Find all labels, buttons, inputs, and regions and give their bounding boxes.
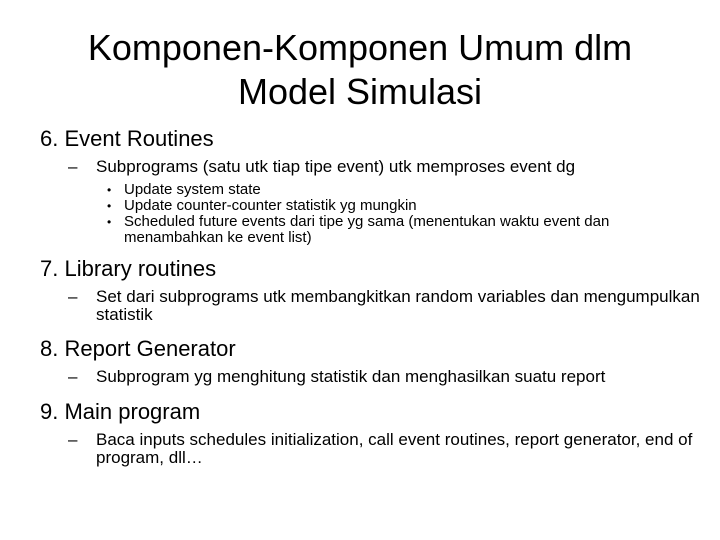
bullet-marker: • [107, 199, 112, 213]
dash-marker: – [68, 430, 78, 449]
slide-title [0, 26, 720, 114]
sub-item [40, 368, 700, 386]
slide-body [40, 126, 700, 467]
sub-item [40, 158, 700, 176]
bullet-item [40, 214, 700, 246]
section-report-generator [40, 336, 700, 386]
section-event-routines [40, 126, 700, 246]
bullet-item [40, 182, 700, 198]
section-heading: 9. Main program [40, 399, 201, 424]
sub-item [40, 431, 700, 467]
bullet-text: Scheduled future events dari tipe yg sama (menentukan waktu event dan menambahkan ke event list) [124, 213, 610, 246]
section-main-program [40, 399, 700, 467]
sub-item-text: Subprogram yg menghitung statistik dan menghasilkan suatu report [96, 367, 606, 386]
bullet-list [40, 182, 700, 246]
bullet-marker: • [107, 183, 112, 197]
sub-item-text: Set dari subprograms utk membangkitkan random variables dan mengumpulkan statistik [96, 287, 700, 324]
dash-marker: – [68, 287, 78, 306]
bullet-text: Update counter-counter statistik yg mungkin [124, 197, 417, 214]
section-heading: 8. Report Generator [40, 336, 236, 361]
bullet-marker: • [107, 215, 112, 229]
sub-item-text: Baca inputs schedules initialization, call event routines, report generator, end of program, dll… [96, 430, 693, 467]
section-heading: 7. Library routines [40, 256, 217, 281]
section-library-routines [40, 256, 700, 324]
sub-item-text: Subprograms (satu utk tiap tipe event) utk memproses event dg [96, 157, 576, 176]
title-line-2: Model Simulasi [237, 71, 483, 112]
bullet-text: Update system state [124, 181, 261, 198]
dash-marker: – [68, 367, 78, 386]
bullet-item [40, 198, 700, 214]
title-line-1: Komponen-Komponen Umum dlm [87, 27, 633, 68]
sub-item [40, 288, 700, 324]
section-heading: 6. Event Routines [40, 126, 214, 151]
dash-marker: – [68, 157, 78, 176]
